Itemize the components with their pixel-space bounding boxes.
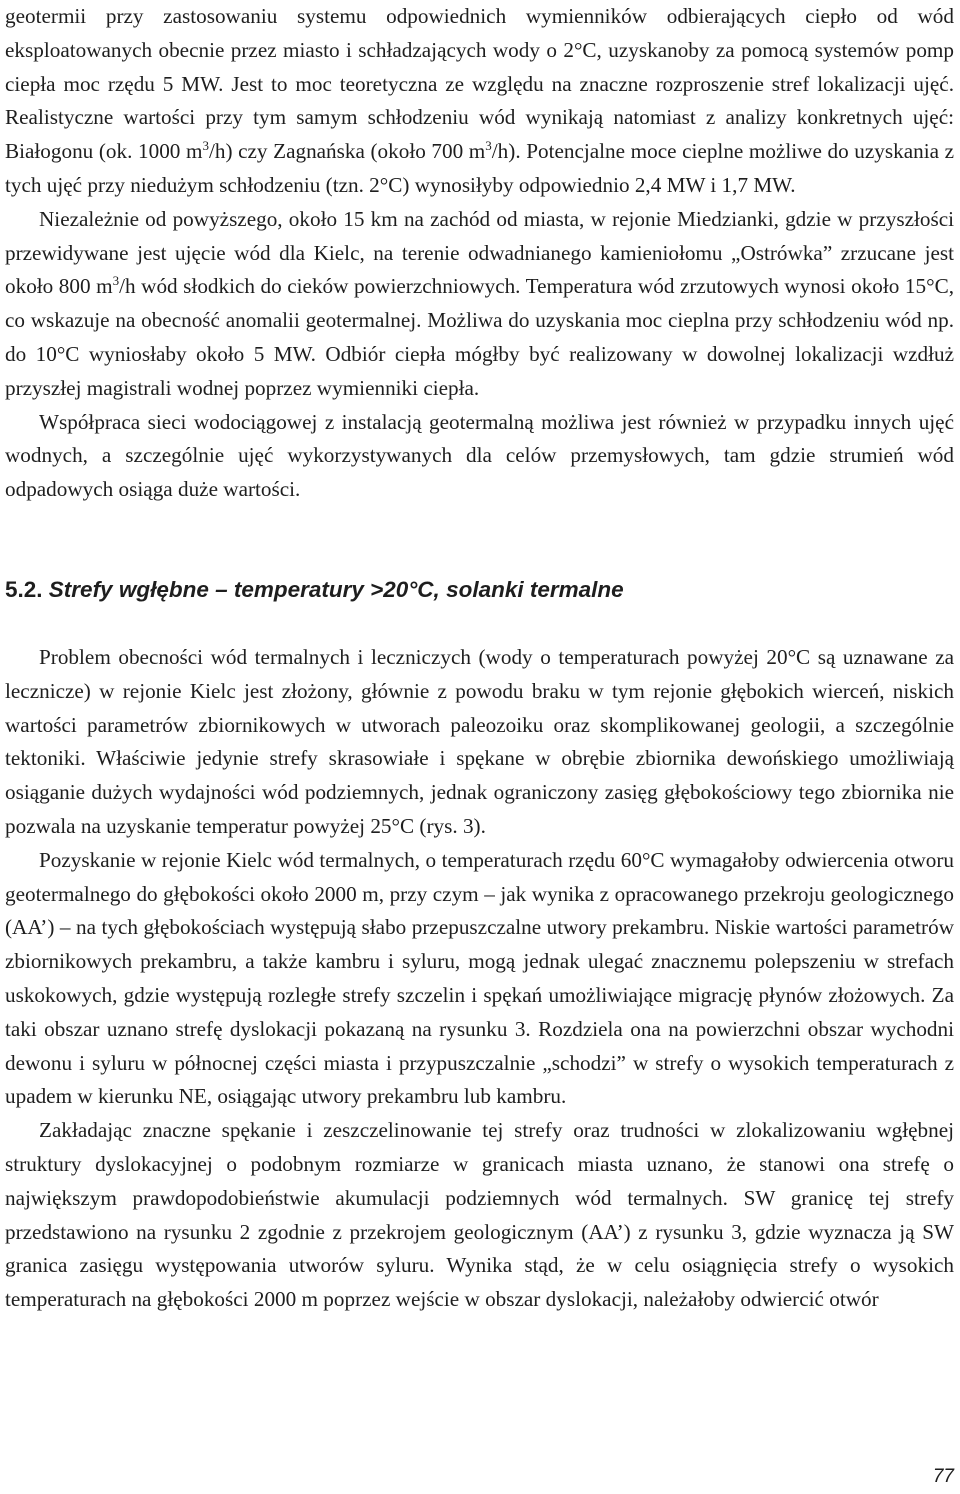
superscript: 3 (485, 138, 492, 154)
paragraph-text: /h) czy Zagnańska (około 700 m (208, 139, 486, 164)
paragraph-text: geotermii przy zastosowaniu systemu odpowiednich wymienników odbierających ciepło od wód eksploatowanych obecnie przez miasto i schładzających wody o 2°C, uzyskanoby za pomocą systemów pomp ciepła moc rzędu 5 MW. Jest to moc teoretyczna ze względu na znaczne rozproszenie stref lokalizacji ujęć. Realistyczne wartości przy tym samym schłodzeniu wód wynikają natomiast z analizy konkretnych ujęć: Białogonu (ok. 1000 m (5, 4, 954, 164)
page-number: 77 (932, 1466, 954, 1487)
paragraph: Problem obecności wód termalnych i leczniczych (wody o temperaturach powyżej 20°C są uznawane za lecznicze) w rejonie Kielc jest złożony, głównie z powodu braku w tym rejonie głębokich wierceń, niskich wartości parametrów zbiornikowych w utworach paleozoiku oraz skomplikowanej geologii, a szczególnie tektoniki. Właściwie jedynie strefy skrasowiałe i spękane w obrębie zbiornika dewońskiego umożliwiają osiąganie dużych wydajności wód podziemnych, jednak ograniczony zasięg głębokościowy tego zbiornika nie pozwala na uzyskanie temperatur powyżej 25°C (rys. 3). (5, 644, 954, 838)
paragraph: Pozyskanie w rejonie Kielc wód termalnych, o temperaturach rzędu 60°C wymagałoby odwiercenia otworu geotermalnego do głębokości około 2000 m, przy czym – jak wynika z opracowanego przekroju geologicznego (AA’) – na tych głębokościach występują słabo przepuszczalne utwory prekambru. Niskie wartości parametrów zbiornikowych prekambru, a także kambru i syluru, mogą jednak ulegać znacznemu polepszeniu w strefach uskokowych, gdzie występują rozległe strefy szczelin i spękań umożliwiające migrację płynów złożowych. Za taki obszar uznano strefę dyslokacji pokazaną na rysunku 3. Rozdziela ona na powierzchni obszar wychodni dewonu i syluru w północnej części miasta i przypuszczalnie „schodzi” w strefy o wysokich temperaturach z upadem w kierunku NE, osiągając utwory prekambru lub kambru. (5, 847, 954, 1109)
paragraph-text: Niezależnie od powyższego, około 15 km na zachód od miasta, w rejonie Miedzianki, gdzie w przyszłości przewidywane jest ujęcie wód dla Kielc, na terenie odwadnianego kamieniołomu „Ostrówka” zrzucane jest około 800 m (5, 206, 954, 299)
paragraph-continued (5, 0, 954, 203)
paragraph-text: /h wód słodkich do cieków powierzchniowych. Temperatura wód zrzutowych wynosi około 15°C, co wskazuje na obecność anomalii geotermalnej. Możliwa do uzyskania moc cieplna przy schłodzeniu wód np. do 10°C wyniosłaby około 5 MW. Odbiór ciepła mógłby być realizowany w dowolnej lokalizacji wzdłuż przyszłej magistrali wodnej poprzez wymienniki ciepła. (5, 274, 954, 400)
paragraph (5, 406, 954, 507)
paragraph-text: Współpraca sieci wodociągowej z instalacją geotermalną możliwa jest również w przypadku innych ujęć wodnych, a szczególnie ujęć wykorzystywanych dla celów przemysłowych, tam gdzie strumień wód odpadowych osiąga duże wartości. (5, 409, 954, 502)
page-content (5, 0, 954, 1317)
section-number: 5.2. (5, 576, 43, 602)
paragraph: Zakładając znaczne spękanie i zeszczelinowanie tej strefy oraz trudności w zlokalizowaniu wgłębnej struktury dyslokacyjnej o podobnym rozmiarze w granicach miasta uznano, że stanowi ona strefę o największym prawdopodobieństwie akumulacji podziemnych wód termalnych. SW granicę tej strefy przedstawiono na rysunku 2 zgodnie z przekrojem geologicznym (AA’) z rysunku 3, gdzie wyznacza ją SW granica zasięgu występowania utworów syluru. Wynika stąd, że w celu osiągnięcia strefy o wysokich temperaturach na głębokości 2000 m poprzez wejście w obszar dyslokacji, należałoby odwiercić otwór (5, 1118, 954, 1312)
section-heading (5, 575, 954, 605)
superscript: 3 (202, 138, 209, 154)
section-title: Strefy wgłębne – temperatury >20°C, solanki termalne (48, 576, 624, 602)
paragraph-text: /h). Potencjalne moce cieplne możliwe do uzyskania z tych ujęć przy niedużym schłodzeniu (tzn. 2°C) wynosiłyby odpowiednio 2,4 MW i 1,7 MW. (5, 139, 954, 197)
superscript: 3 (112, 273, 120, 289)
paragraph (5, 203, 954, 406)
